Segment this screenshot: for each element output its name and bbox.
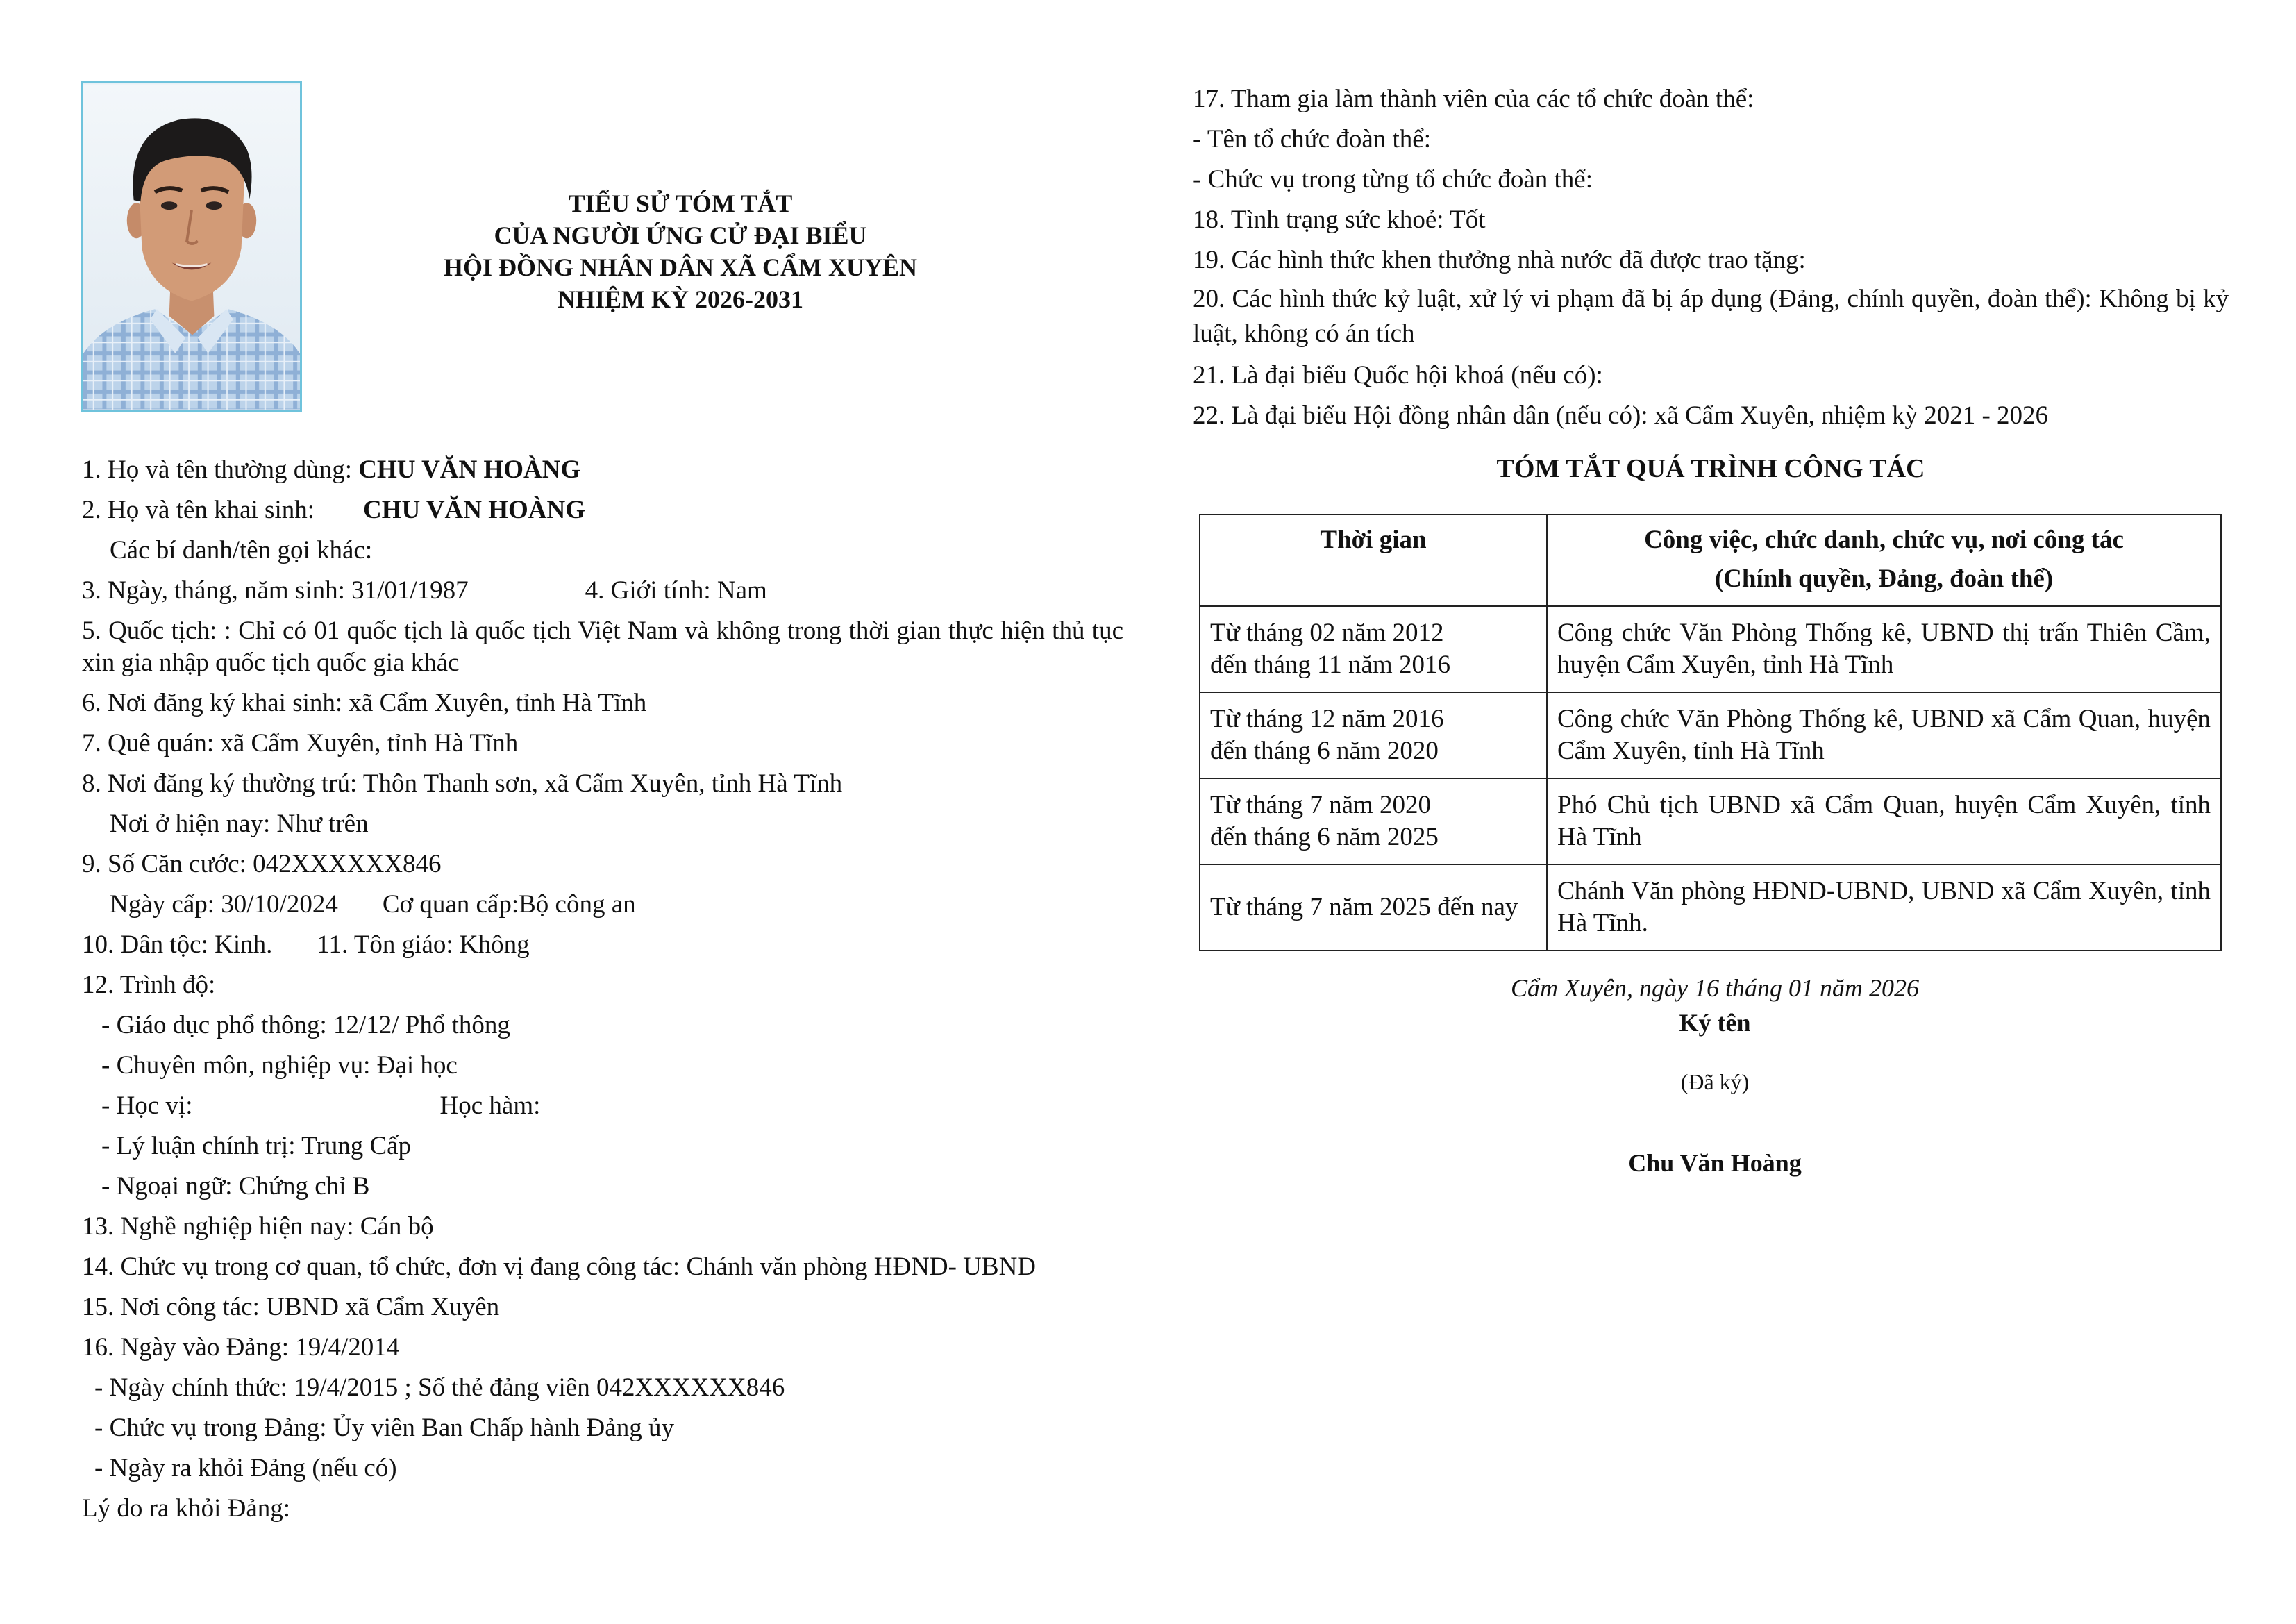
foreign-language: - Ngoại ngữ: Chứng chỉ B <box>101 1172 370 1200</box>
item-2 <box>82 490 1123 530</box>
item-17: 17. Tham gia làm thành viên của các tổ chức đoàn thể: <box>1193 85 1754 113</box>
birth-date: 3. Ngày, tháng, năm sinh: 31/01/1987 <box>82 576 469 605</box>
education-heading: 12. Trình độ: <box>82 971 216 999</box>
signature-block <box>1298 971 2131 1180</box>
personal-info-section <box>82 450 1123 1529</box>
row-desc: Phó Chủ tịch UBND xã Cẩm Quan, huyện Cẩm Xuyên, tỉnh Hà Tĩnh <box>1547 778 2221 864</box>
portrait-illustration <box>83 83 300 410</box>
time-line-2: đến tháng 6 năm 2025 <box>1210 823 1439 851</box>
id-issue-date: Ngày cấp: 30/10/2024 <box>110 890 338 919</box>
health-status: 18. Tình trạng sức khoẻ: Tốt <box>1193 206 1486 234</box>
work-history-table <box>1199 514 2222 951</box>
row-time <box>1200 864 1547 951</box>
row-time <box>1200 606 1547 692</box>
table-row <box>1200 606 2221 692</box>
table-row <box>1200 864 2221 951</box>
political-theory: - Lý luận chính trị: Trung Cấp <box>101 1132 412 1160</box>
id-issue-agency: Cơ quan cấp:Bộ công an <box>382 890 636 919</box>
peoples-council-delegate: 22. Là đại biểu Hội đồng nhân dân (nếu có): xã Cẩm Xuyên, nhiệm kỳ 2021 - 2026 <box>1193 401 2049 430</box>
current-occupation: 13. Nghề nghiệp hiện nay: Cán bộ <box>82 1212 434 1241</box>
row-time <box>1200 778 1547 864</box>
header-time: Thời gian <box>1200 514 1547 606</box>
time-line-1: Từ tháng 7 năm 2025 đến nay <box>1210 893 1518 921</box>
current-position: 14. Chức vụ trong cơ quan, tổ chức, đơn vị đang công tác: Chánh văn phòng HĐND- UBND <box>82 1253 1037 1281</box>
id-issue-row <box>82 885 1123 925</box>
nationality: 5. Quốc tịch: : Chỉ có 01 quốc tịch là quốc tịch Việt Nam và không trong thời gian thực hiện thủ tục xin gia nhập quốc tịch quốc gia khác <box>82 617 1123 677</box>
item-3-4 <box>82 571 1123 611</box>
party-join-date: 16. Ngày vào Đảng: 19/4/2014 <box>82 1333 400 1362</box>
signed-note: (Đã ký) <box>1680 1069 1750 1094</box>
permanent-residence: 8. Nơi đăng ký thường trú: Thôn Thanh sơn, xã Cẩm Xuyên, tỉnh Hà Tĩnh <box>82 769 843 798</box>
item-1-label: 1. Họ và tên thường dùng: <box>82 455 359 484</box>
title-line-4: NHIỆM KỲ 2026-2031 <box>558 285 803 313</box>
document-title <box>333 187 1028 315</box>
title-line-2: CỦA NGƯỜI ỨNG CỬ ĐẠI BIỂU <box>494 221 867 249</box>
id-number: 9. Số Căn cước: 042XXXXXX846 <box>82 850 442 878</box>
item-2-label: 2. Họ và tên khai sinh: <box>82 496 315 524</box>
title-line-1: TIỂU SỬ TÓM TẮT <box>568 190 793 217</box>
time-line-1: Từ tháng 7 năm 2020 <box>1210 791 1432 819</box>
gender: 4. Giới tính: Nam <box>585 576 767 605</box>
hometown: 7. Quê quán: xã Cẩm Xuyên, tỉnh Hà Tĩnh <box>82 729 519 757</box>
organization-name: - Tên tổ chức đoàn thể: <box>1193 125 1432 153</box>
additional-info-section <box>1193 79 2229 436</box>
sign-label: Ký tên <box>1679 1009 1751 1037</box>
current-residence: Nơi ở hiện nay: Như trên <box>110 810 369 838</box>
time-line-1: Từ tháng 02 năm 2012 <box>1210 619 1444 647</box>
table-row <box>1200 692 2221 778</box>
party-leave-date: - Ngày ra khỏi Đảng (nếu có) <box>94 1454 397 1482</box>
religion: 11. Tôn giáo: Không <box>317 930 530 959</box>
header-job <box>1547 514 2221 606</box>
organization-position: - Chức vụ trong từng tổ chức đoàn thể: <box>1193 165 1593 194</box>
title-line-3: HỘI ĐỒNG NHÂN DÂN XÃ CẨM XUYÊN <box>444 253 917 281</box>
header-job-line-2: (Chính quyền, Đảng, đoàn thể) <box>1714 564 2054 593</box>
academic-title: Học hàm: <box>439 1091 541 1120</box>
birth-name-value: CHU VĂN HOÀNG <box>363 496 586 524</box>
workplace: 15. Nơi công tác: UBND xã Cẩm Xuyên <box>82 1293 500 1321</box>
portrait-photo <box>81 81 302 412</box>
row-desc: Chánh Văn phòng HĐND-UBND, UBND xã Cẩm Xuyên, tỉnh Hà Tĩnh. <box>1547 864 2221 951</box>
time-line-1: Từ tháng 12 năm 2016 <box>1210 705 1444 733</box>
awards: 19. Các hình thức khen thưởng nhà nước đã được trao tặng: <box>1193 246 1806 274</box>
academic-degree: - Học vị: <box>101 1091 193 1120</box>
item-1 <box>82 450 1123 490</box>
degree-row <box>82 1086 1123 1126</box>
birth-registration-place: 6. Nơi đăng ký khai sinh: xã Cẩm Xuyên, tỉnh Hà Tĩnh <box>82 689 647 717</box>
general-education: - Giáo dục phổ thông: 12/12/ Phổ thông <box>101 1011 510 1039</box>
disciplinary-record: 20. Các hình thức kỷ luật, xử lý vi phạm đã bị áp dụng (Đảng, chính quyền, đoàn thể): Không bị kỷ luật, không có án tích <box>1193 285 2229 348</box>
header-job-line-1: Công việc, chức danh, chức vụ, nơi công tác <box>1644 526 2124 554</box>
table-header-row <box>1200 514 2221 606</box>
place-date: Cẩm Xuyên, ngày 16 tháng 01 năm 2026 <box>1511 974 1919 1002</box>
alias-row: Các bí danh/tên gọi khác: <box>110 536 373 564</box>
row-time <box>1200 692 1547 778</box>
row-desc: Công chức Văn Phòng Thống kê, UBND xã Cẩm Quan, huyện Cẩm Xuyên, tỉnh Hà Tĩnh <box>1547 692 2221 778</box>
signer-name: Chu Văn Hoàng <box>1628 1149 1802 1177</box>
time-line-2: đến tháng 6 năm 2020 <box>1210 737 1439 765</box>
common-name-value: CHU VĂN HOÀNG <box>358 455 581 484</box>
row-desc: Công chức Văn Phòng Thống kê, UBND thị trấn Thiên Cầm, huyện Cẩm Xuyên, tỉnh Hà Tĩnh <box>1547 606 2221 692</box>
party-official-date: - Ngày chính thức: 19/4/2015 ; Số thẻ đảng viên 042XXXXXX846 <box>94 1373 785 1402</box>
national-assembly-delegate: 21. Là đại biểu Quốc hội khoá (nếu có): <box>1193 361 1603 390</box>
time-line-2: đến tháng 11 năm 2016 <box>1210 651 1450 679</box>
professional-qualification: - Chuyên môn, nghiệp vụ: Đại học <box>101 1051 458 1080</box>
table-row <box>1200 778 2221 864</box>
ethnicity: 10. Dân tộc: Kinh. <box>82 930 273 959</box>
party-position: - Chức vụ trong Đảng: Ủy viên Ban Chấp hành Đảng ủy <box>94 1414 674 1442</box>
party-leave-reason: Lý do ra khỏi Đảng: <box>82 1494 291 1523</box>
work-history-title: TÓM TẮT QUÁ TRÌNH CÔNG TÁC <box>1496 454 1925 483</box>
item-10-11 <box>82 925 1123 965</box>
